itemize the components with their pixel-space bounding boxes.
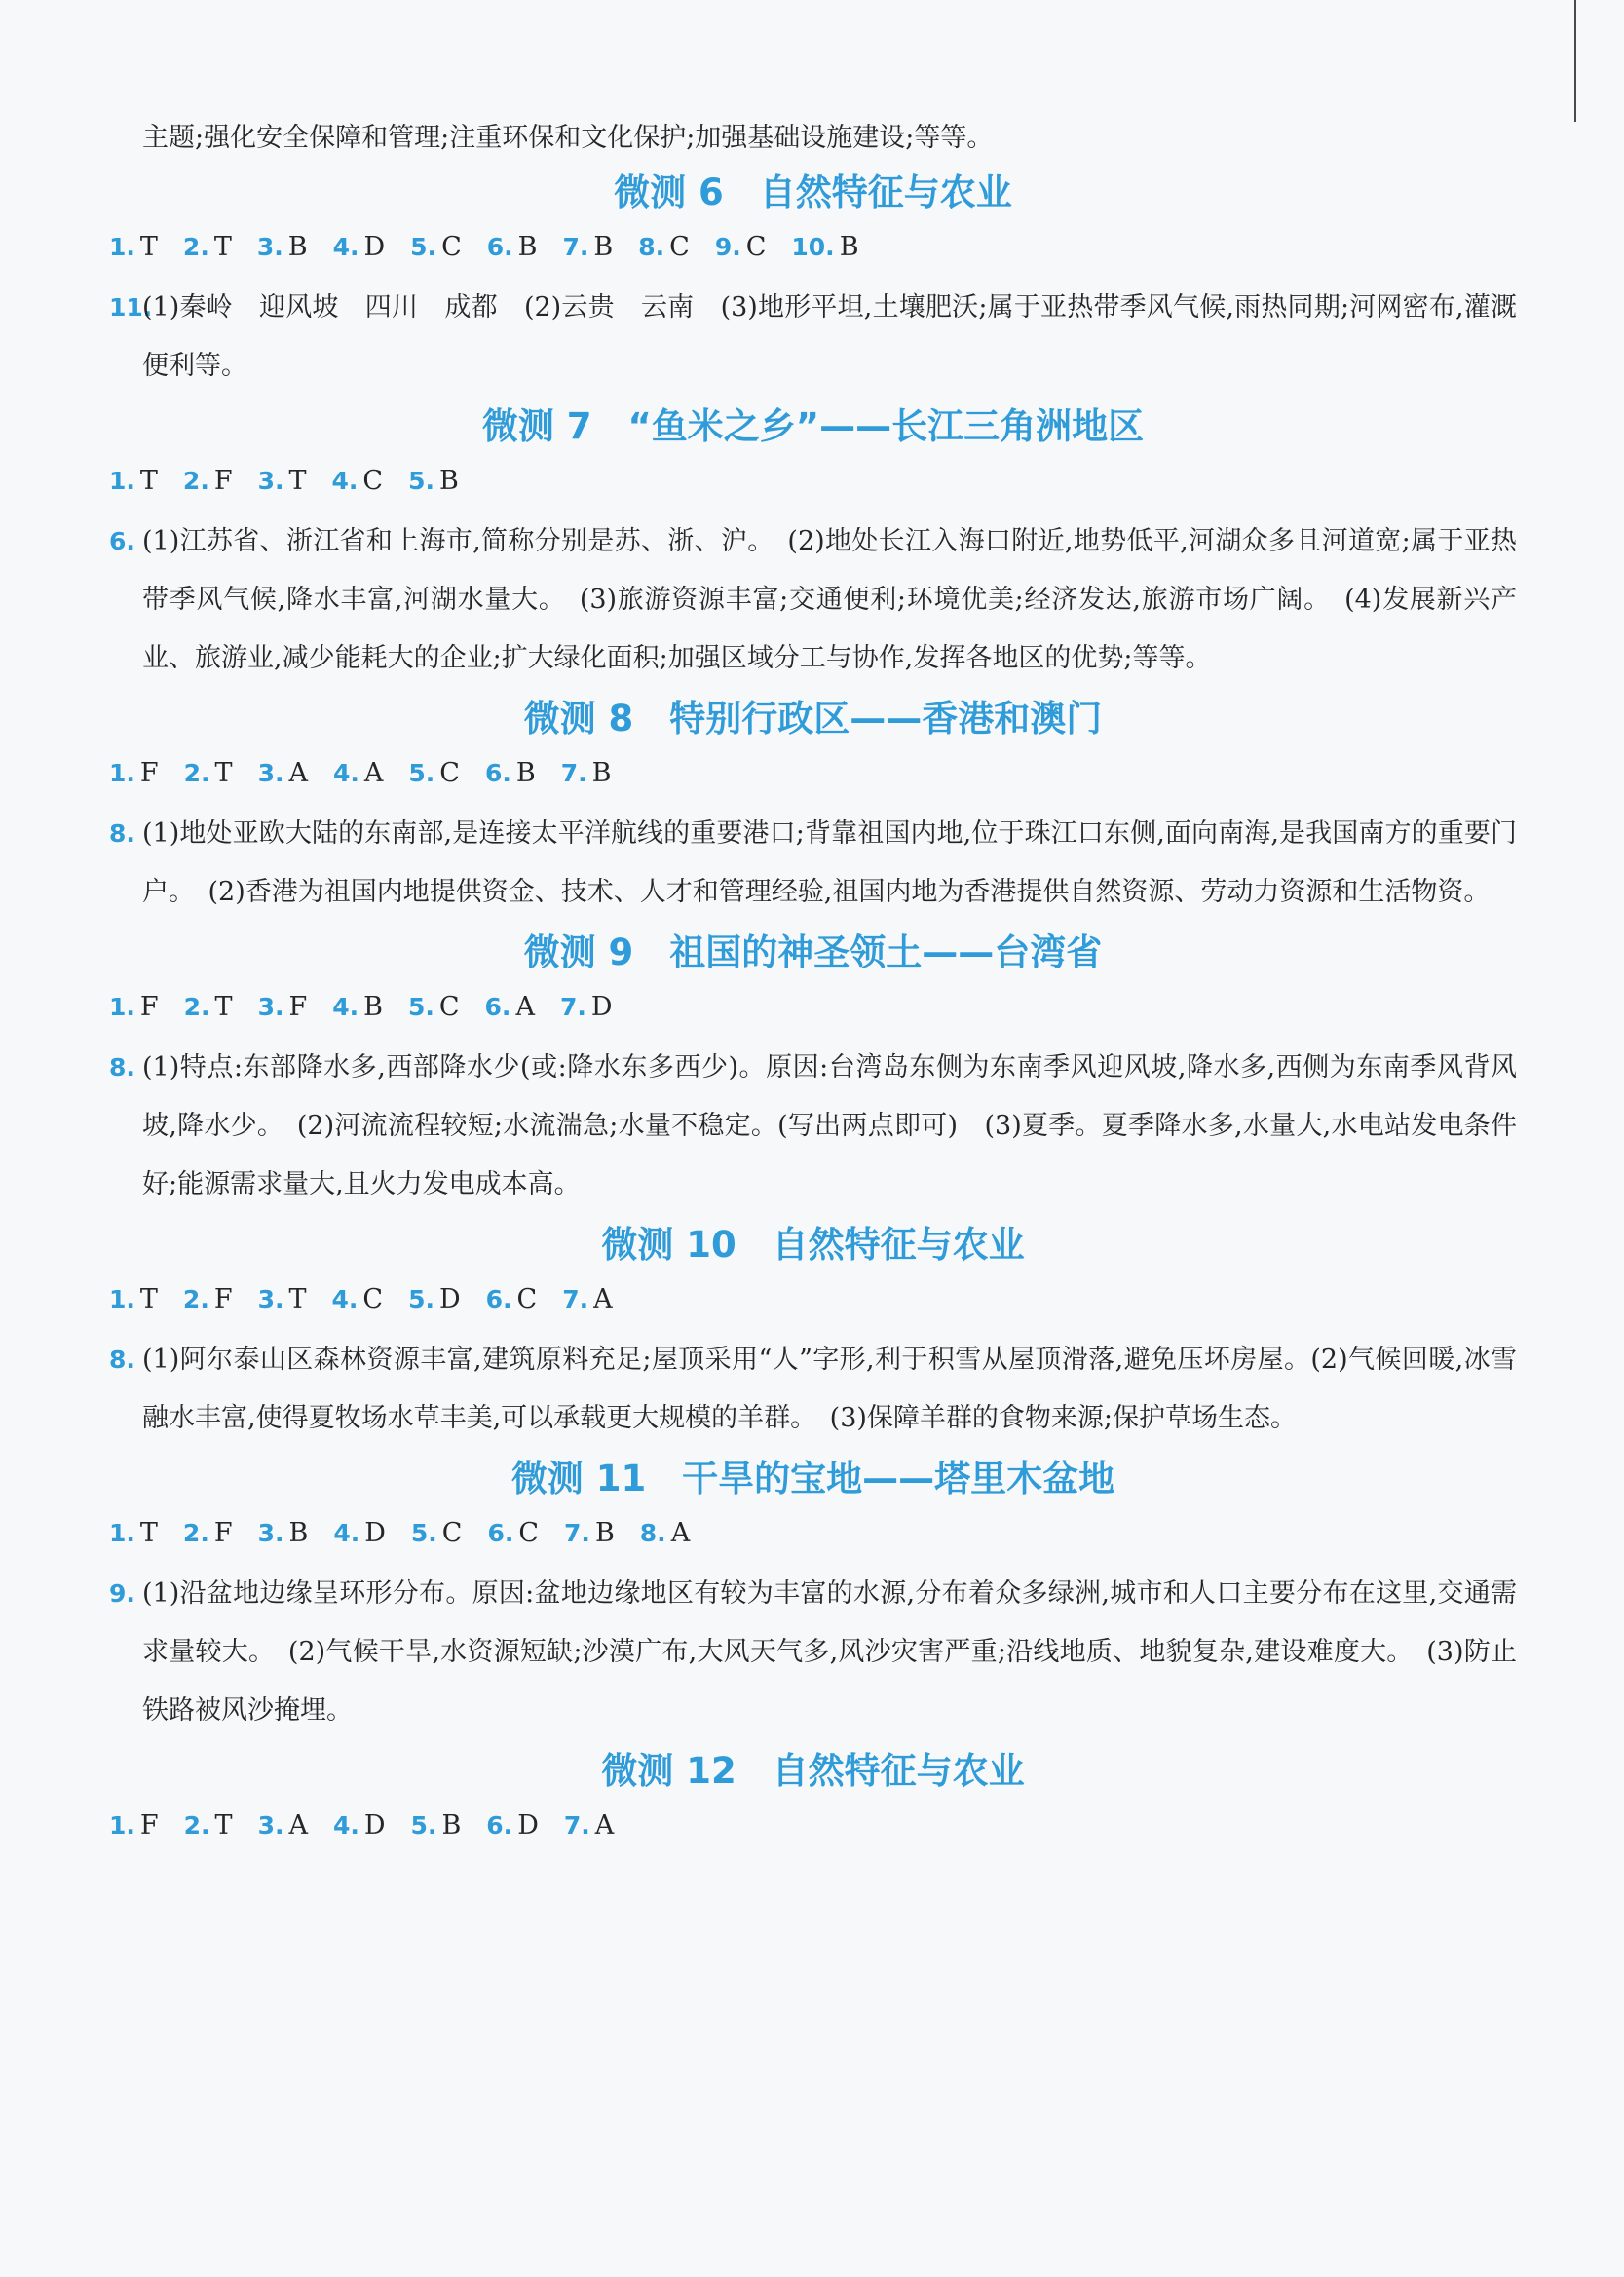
choice-answers-row bbox=[109, 462, 1517, 501]
question-number: 5. bbox=[410, 1519, 437, 1547]
choice-answer bbox=[257, 228, 308, 267]
question-number: 3. bbox=[257, 1519, 284, 1547]
answer-letter: T bbox=[139, 232, 158, 262]
section-title: 微测 12 自然特征与农业 bbox=[601, 1750, 1025, 1792]
question-number: 5. bbox=[408, 467, 434, 495]
question-number: 6. bbox=[486, 1811, 513, 1840]
answer-paragraph bbox=[109, 1039, 1517, 1214]
answer-letter: T bbox=[139, 1284, 158, 1314]
answer-letter: D bbox=[364, 1518, 386, 1548]
question-number: 1. bbox=[109, 759, 135, 787]
answer-paragraph bbox=[109, 1331, 1517, 1448]
question-number: 8. bbox=[109, 819, 135, 848]
question-number: 5. bbox=[410, 233, 437, 261]
question-number: 4. bbox=[331, 1285, 359, 1313]
answer-letter: A bbox=[593, 1284, 613, 1314]
question-number: 1. bbox=[109, 1285, 135, 1313]
answer-letter: F bbox=[139, 1810, 159, 1841]
question-number: 9. bbox=[714, 233, 741, 261]
choice-answer bbox=[331, 1280, 383, 1319]
answer-letter: T bbox=[214, 758, 233, 788]
question-number: 7. bbox=[560, 759, 587, 787]
answer-letter: F bbox=[139, 992, 159, 1022]
choice-answer bbox=[333, 1514, 386, 1553]
answer-letter: F bbox=[213, 1284, 233, 1314]
choice-answer bbox=[564, 1806, 614, 1845]
question-number: 2. bbox=[183, 993, 210, 1021]
question-number: 5. bbox=[408, 759, 435, 787]
question-number: 2. bbox=[182, 1285, 209, 1313]
section-title: 微测 10 自然特征与农业 bbox=[601, 1224, 1025, 1266]
question-number: 1. bbox=[109, 467, 135, 495]
answer-letter: A bbox=[288, 1810, 308, 1841]
question-number: 7. bbox=[564, 1519, 590, 1547]
answer-letter: D bbox=[363, 1810, 386, 1841]
choice-answer bbox=[109, 1280, 158, 1319]
answer-text: (1)地处亚欧大陆的东南部,是连接太平洋航线的重要港口;背靠祖国内地,位于珠江口东侧,面向南海,是我国南方的重要门户。 (2)香港为祖国内地提供资金、技术、人才和管理经验,祖国内地为香港提供自然资源、劳动力资源和生活物资。 bbox=[142, 818, 1517, 907]
choice-answer bbox=[109, 988, 159, 1027]
continuation-text: 主题;强化安全保障和管理;注重环保和文化保护;加强基础设施建设;等等。 bbox=[142, 123, 994, 153]
answer-letter: T bbox=[213, 232, 232, 262]
question-number: 7. bbox=[559, 993, 586, 1021]
choice-answer bbox=[640, 1514, 690, 1553]
question-number: 4. bbox=[331, 467, 359, 495]
question-number: 6. bbox=[487, 1519, 514, 1547]
question-number: 3. bbox=[256, 233, 283, 261]
choice-answer bbox=[109, 754, 159, 793]
choice-answer bbox=[638, 228, 690, 267]
answer-letter: D bbox=[517, 1810, 539, 1841]
question-number: 2. bbox=[182, 233, 209, 261]
section-title: 微测 6 自然特征与农业 bbox=[614, 171, 1012, 213]
choice-answer bbox=[258, 1514, 309, 1553]
answer-letter: T bbox=[288, 1284, 307, 1314]
answer-letter: T bbox=[139, 1518, 158, 1548]
question-number: 11. bbox=[109, 293, 153, 322]
choice-answer bbox=[183, 1514, 233, 1553]
question-number: 8. bbox=[638, 233, 665, 261]
question-number: 8. bbox=[109, 1346, 135, 1374]
choice-answer bbox=[487, 228, 538, 267]
choice-answer bbox=[109, 462, 158, 501]
choice-answer bbox=[715, 228, 767, 267]
question-number: 3. bbox=[257, 1811, 284, 1840]
section-title: 微测 7 “鱼米之乡”——长江三角洲地区 bbox=[481, 405, 1145, 447]
question-number: 7. bbox=[562, 233, 589, 261]
choice-answer bbox=[183, 462, 233, 501]
choice-answer bbox=[258, 462, 307, 501]
choice-answer bbox=[333, 754, 383, 793]
section-title: 微测 8 特别行政区——香港和澳门 bbox=[523, 698, 1103, 740]
question-number: 2. bbox=[182, 1519, 209, 1547]
answer-letter: D bbox=[590, 992, 613, 1022]
answer-letter: B bbox=[594, 1518, 615, 1548]
answer-text: (1)特点:东部降水多,西部降水少(或:降水东多西少)。原因:台湾岛东侧为东南季风迎风坡,降水多,西侧为东南季风背风坡,降水少。 (2)河流流程较短;水流湍急;水量不稳定。(写出两点即可) (3)夏季。夏季降水多,水量大,水电站发电条件好;能源需求量大,且火力发电成本高。 bbox=[142, 1052, 1517, 1199]
answer-letter: B bbox=[591, 758, 612, 788]
choice-answers-row bbox=[109, 754, 1517, 793]
choice-answer bbox=[485, 754, 536, 793]
answer-paragraph bbox=[109, 1565, 1517, 1740]
choice-answers-row bbox=[109, 228, 1517, 267]
question-number: 7. bbox=[563, 1811, 590, 1840]
question-number: 1. bbox=[109, 1811, 135, 1840]
answer-letter: C bbox=[439, 758, 460, 788]
choice-answer bbox=[333, 1806, 386, 1845]
question-number: 4. bbox=[333, 1519, 360, 1547]
question-number: 5. bbox=[410, 1811, 437, 1840]
question-number: 6. bbox=[486, 233, 513, 261]
answer-letter: C bbox=[438, 992, 460, 1022]
section-title: 微测 9 祖国的神圣领土——台湾省 bbox=[523, 931, 1103, 973]
answer-letter: C bbox=[362, 1284, 384, 1314]
answer-letter: B bbox=[288, 1518, 309, 1548]
answer-text: (1)沿盆地边缘呈环形分布。原因:盆地边缘地区有较为丰富的水源,分布着众多绿洲,城市和人口主要分布在这里,交通需求量较大。 (2)气候干旱,水资源短缺;沙漠广布,大风天气多,风沙灾害严重;沿线地质、地貌复杂,建设难度大。 (3)防止铁路被风沙掩埋。 bbox=[142, 1578, 1517, 1726]
answer-letter: B bbox=[287, 232, 308, 262]
answer-letter: B bbox=[515, 758, 536, 788]
answer-letter: C bbox=[518, 1518, 540, 1548]
answer-letter: B bbox=[363, 992, 383, 1022]
question-number: 3. bbox=[257, 467, 284, 495]
answer-letter: B bbox=[438, 466, 459, 496]
answer-letter: F bbox=[213, 466, 233, 496]
choice-answer bbox=[411, 1514, 463, 1553]
choice-answer bbox=[486, 1280, 538, 1319]
answer-text: (1)阿尔泰山区森林资源丰富,建筑原料充足;屋顶采用“人”字形,利于积雪从屋顶滑落,避免压坏房屋。(2)气候回暖,冰雪融水丰富,使得夏牧场水草丰美,可以承载更大规模的羊群。 (3)保障羊群的食物来源;保护草场生态。 bbox=[142, 1345, 1517, 1433]
choice-answer bbox=[561, 754, 612, 793]
choice-answer bbox=[562, 1280, 612, 1319]
answer-letter: A bbox=[670, 1518, 691, 1548]
choice-answer bbox=[109, 1806, 159, 1845]
answer-letter: D bbox=[363, 232, 386, 262]
section-title: 微测 11 干旱的宝地——塔里木盆地 bbox=[510, 1458, 1115, 1499]
answer-text: (1)秦岭 迎风坡 四川 成都 (2)云贵 云南 (3)地形平坦,土壤肥沃;属于亚热带季风气候,雨热同期;河网密布,灌溉便利等。 bbox=[142, 292, 1517, 381]
answer-letter: T bbox=[214, 992, 233, 1022]
choice-answer bbox=[562, 228, 613, 267]
choice-answer bbox=[109, 1514, 158, 1553]
answer-letter: B bbox=[517, 232, 538, 262]
choice-answer bbox=[408, 988, 460, 1027]
choice-answer bbox=[258, 988, 308, 1027]
question-number: 6. bbox=[484, 759, 511, 787]
question-number: 1. bbox=[109, 233, 135, 261]
answer-letter: C bbox=[362, 466, 384, 496]
choice-answer bbox=[486, 1806, 539, 1845]
choice-answers-row bbox=[109, 1806, 1517, 1845]
answer-letter: C bbox=[441, 1518, 463, 1548]
choice-answer bbox=[258, 1280, 307, 1319]
choice-answer bbox=[184, 988, 233, 1027]
question-number: 3. bbox=[257, 1285, 284, 1313]
answer-paragraph bbox=[109, 805, 1517, 922]
answer-letter: B bbox=[593, 232, 614, 262]
choice-answer bbox=[408, 754, 460, 793]
choice-answer bbox=[408, 462, 459, 501]
choice-answer bbox=[331, 462, 383, 501]
choice-answer bbox=[183, 228, 232, 267]
question-number: 4. bbox=[332, 1811, 359, 1840]
answer-letter: A bbox=[594, 1810, 615, 1841]
choice-answer bbox=[184, 1806, 233, 1845]
question-number: 4. bbox=[332, 759, 359, 787]
choice-answer bbox=[411, 1806, 462, 1845]
answer-letter: C bbox=[441, 232, 462, 262]
sections-container bbox=[109, 170, 1517, 1845]
choice-answers-row bbox=[109, 1280, 1517, 1319]
question-number: 5. bbox=[407, 993, 434, 1021]
answer-letter: T bbox=[214, 1810, 233, 1841]
question-number: 6. bbox=[485, 1285, 512, 1313]
answer-letter: B bbox=[441, 1810, 462, 1841]
answer-letter: F bbox=[139, 758, 159, 788]
question-number: 8. bbox=[639, 1519, 666, 1547]
question-number: 2. bbox=[183, 1811, 210, 1840]
answer-letter: B bbox=[839, 232, 859, 262]
choice-answer bbox=[408, 1280, 461, 1319]
choice-answer bbox=[183, 1280, 233, 1319]
choice-answer bbox=[410, 228, 462, 267]
answer-letter: T bbox=[139, 466, 158, 496]
choice-answer bbox=[564, 1514, 615, 1553]
answer-letter: A bbox=[515, 992, 535, 1022]
question-number: 2. bbox=[183, 759, 210, 787]
question-number: 6. bbox=[109, 527, 135, 555]
choice-answer bbox=[109, 228, 158, 267]
choice-answer bbox=[333, 228, 386, 267]
answer-letter: F bbox=[213, 1518, 233, 1548]
choice-answers-row bbox=[109, 988, 1517, 1027]
answer-letter: A bbox=[288, 758, 308, 788]
choice-answer bbox=[258, 754, 308, 793]
question-number: 7. bbox=[562, 1285, 589, 1313]
question-number: 9. bbox=[109, 1579, 135, 1608]
question-number: 3. bbox=[257, 993, 284, 1021]
question-number: 10. bbox=[791, 233, 835, 261]
answer-letter: C bbox=[669, 232, 690, 262]
answer-letter: A bbox=[363, 758, 384, 788]
question-number: 1. bbox=[109, 1519, 135, 1547]
choice-answer bbox=[485, 988, 535, 1027]
answer-paragraph bbox=[109, 279, 1517, 396]
choice-answer bbox=[560, 988, 613, 1027]
question-number: 1. bbox=[109, 993, 135, 1021]
question-number: 4. bbox=[332, 233, 359, 261]
answer-key-content bbox=[109, 119, 1517, 1857]
question-number: 8. bbox=[109, 1053, 135, 1082]
answer-letter: D bbox=[438, 1284, 461, 1314]
answer-letter: C bbox=[745, 232, 767, 262]
answer-paragraph bbox=[109, 512, 1517, 688]
question-number: 6. bbox=[484, 993, 511, 1021]
choice-answer bbox=[487, 1514, 539, 1553]
question-number: 5. bbox=[408, 1285, 434, 1313]
question-number: 3. bbox=[257, 759, 284, 787]
answer-text: (1)江苏省、浙江省和上海市,简称分别是苏、浙、沪。 (2)地处长江入海口附近,地势低平,河湖众多且河道宽;属于亚热带季风气候,降水丰富,河湖水量大。 (3)旅游资源丰富;交通便利;环境优美;经济发达,旅游市场广阔。 (4)发展新兴产业、旅游业,减少能耗大的企业;扩大绿化面积;加强区域分工与协作,发挥各地区的优势;等等。 bbox=[142, 526, 1517, 673]
choice-answer bbox=[184, 754, 233, 793]
question-number: 4. bbox=[332, 993, 359, 1021]
choice-answer bbox=[258, 1806, 308, 1845]
choice-answers-row bbox=[109, 1514, 1517, 1553]
page-edge-line bbox=[1574, 0, 1576, 122]
choice-answer bbox=[791, 228, 858, 267]
choice-answer bbox=[332, 988, 383, 1027]
question-number: 2. bbox=[182, 467, 209, 495]
answer-letter: T bbox=[288, 466, 307, 496]
answer-letter: F bbox=[288, 992, 308, 1022]
answer-letter: C bbox=[516, 1284, 538, 1314]
